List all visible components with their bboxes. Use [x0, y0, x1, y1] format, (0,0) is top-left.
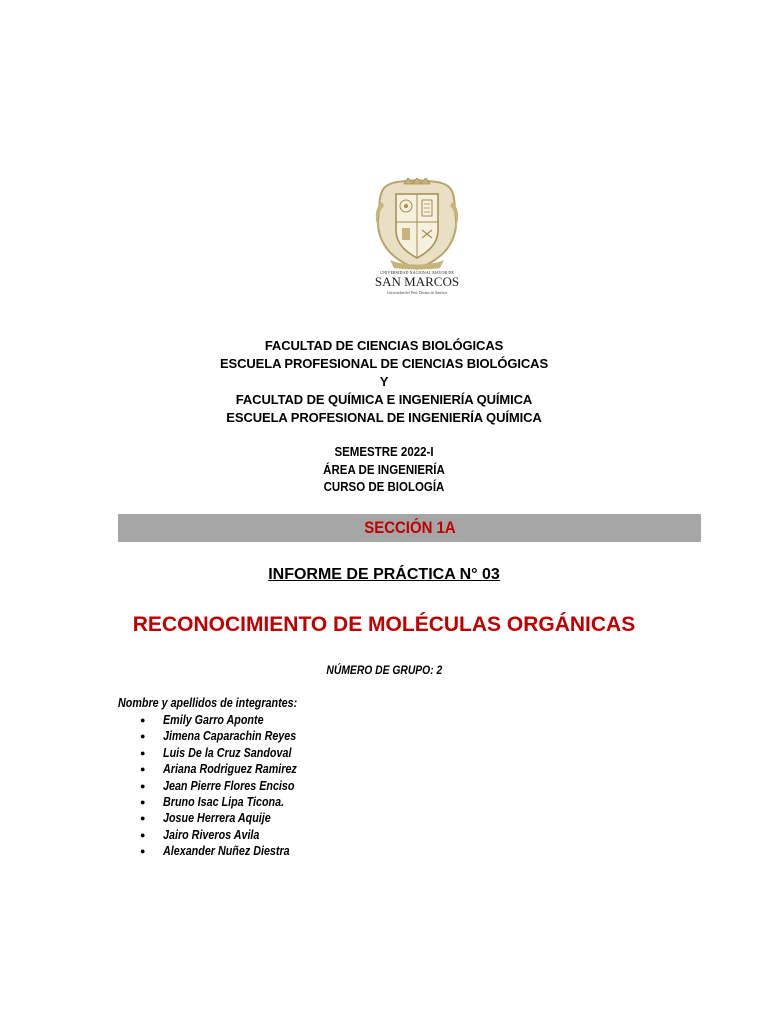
member-name: Jean Pierre Flores Enciso [163, 778, 295, 793]
group-label: NÚMERO DE GRUPO: [326, 663, 434, 677]
area-line: ÁREA DE INGENIERÍA [323, 462, 445, 477]
bullet-icon: ● [140, 796, 146, 807]
faculty-line-4: FACULTAD DE QUÍMICA E INGENIERÍA QUÍMICA [235, 392, 533, 407]
member-name: Josue Herrera Aquije [163, 811, 271, 826]
members-heading: Nombre y apellidos de integrantes: [118, 696, 298, 710]
bullet-icon: ● [140, 747, 146, 758]
course-info [0, 444, 768, 497]
member-name: Luis De la Cruz Sandoval [163, 745, 292, 760]
university-seal-logo [374, 178, 460, 302]
member-name: Jairo Riveros Avila [163, 827, 260, 842]
seal-wordmark: SAN MARCOS [374, 274, 460, 289]
seal-university-line: UNIVERSIDAD NACIONAL MAYOR DE [380, 270, 454, 275]
member-name: Ariana Rodriguez Ramirez [163, 762, 297, 777]
bullet-icon: ● [140, 829, 146, 840]
bullet-icon: ● [140, 715, 146, 725]
course-line: CURSO DE BIOLOGÍA [323, 480, 445, 494]
faculty-line-5: ESCUELA PROFESIONAL DE INGENIERÍA QUÍMICA [226, 410, 542, 425]
bullet-icon: ● [140, 813, 146, 824]
semester-line: SEMESTRE 2022-I [334, 445, 434, 459]
member-name: Emily Garro Aponte [163, 713, 264, 727]
coat-of-arms-icon [374, 178, 460, 270]
group-value: 2 [436, 663, 442, 677]
member-name: Jimena Caparachin Reyes [163, 729, 297, 744]
member-name: Alexander Nuñez Diestra [163, 844, 290, 859]
faculty-heading [0, 337, 768, 427]
document-title: RECONOCIMIENTO DE MOLÉCULAS ORGÁNICAS [132, 613, 636, 636]
bullet-icon: ● [140, 846, 146, 857]
section-banner [118, 514, 701, 542]
faculty-line-3: Y [379, 374, 389, 389]
bullet-icon: ● [140, 764, 146, 775]
group-number [0, 663, 768, 677]
bullet-icon: ● [140, 731, 146, 742]
section-label: SECCIÓN 1A [363, 518, 456, 537]
faculty-line-1: FACULTAD DE CIENCIAS BIOLÓGICAS [264, 338, 504, 353]
bullet-icon: ● [140, 780, 146, 791]
seal-tagline: Universidad del Perú, Decana de América [386, 291, 448, 295]
member-name: Bruno Isac Lipa Ticona. [163, 794, 285, 809]
faculty-line-2: ESCUELA PROFESIONAL DE CIENCIAS BIOLÓGICAS [219, 356, 549, 371]
report-heading: INFORME DE PRÁCTICA N° 03 [268, 566, 500, 583]
